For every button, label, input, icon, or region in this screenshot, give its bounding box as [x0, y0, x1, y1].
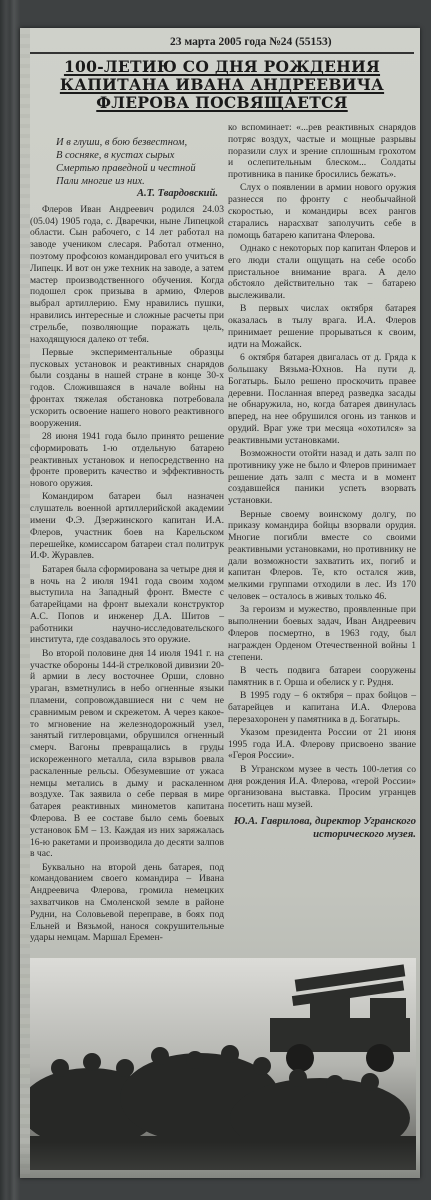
newspaper-clipping	[20, 28, 420, 1178]
epigraph	[56, 136, 224, 188]
paragraph: Буквально на второй день батарея, под командованием своего командира – Ивана Андреевича Флерова, громила немецких захватчиков на Смоленской земле в районе Рудни, на Соловьевой переправе, в боях под Ельней и Вязьмой, нанося сокрушительные удары немцам. Маршал Еремен-	[30, 861, 224, 944]
article-column-right	[228, 122, 416, 842]
paragraph: Верные своему воинскому долгу, по приказу командира бойцы взорвали орудия. Многие погибли вместе со своими реактивными установками, но противнику не дали возможности захватить их, погиб и капитан Флеров. Те, кто остался жив, мелкими группами отходили в лес. Из 170 человек – осталось в живых только 46.	[228, 508, 416, 603]
paragraph: Во второй половине дня 14 июля 1941 г. на участке обороны 144-й стрелковой дивизии 20-й армии в лесу восточнее Орши, словно ураган, взметнулись в небо огненные языки пламени, сопровождавшиеся ни с чем не сравнимым ревом и скрежетом. А через какое-то мгновение на железнодорожный узел, занятый гитлеровцами, обрушился огненный смерч. Вагоны превращались в груды искореженного металла, сила взрывов рвала раскаленные рельсы. Обезумевшие от ужаса немцы метались в дыму и раскаленном воздухе. Так заявила о себе первая в мире батарея реактивных минометов капитана Флерова. В ее составе было семь боевых установок БМ – 13. Каждая из них заряжалась 16-ю ракетами и производила до десяти залпов в час.	[30, 647, 224, 860]
dateline: 23 марта 2005 года №24 (55153)	[170, 36, 332, 48]
paragraph: В первых числах октября батарея оказалась в тылу врага. И.А. Флеров принимает решение прорываться к своим, идти на Можайск.	[228, 303, 416, 350]
historical-photo	[30, 958, 416, 1170]
epigraph-line: Смертью праведной и честной	[56, 163, 196, 174]
headline	[30, 58, 414, 112]
epigraph-line: В сосняке, в кустах сырых	[56, 150, 175, 161]
paragraph: Командиром батареи был назначен слушатель военной артиллерийской академии имени Ф.Э. Дзержинского капитан И.А. Флеров, участник боев на Карельском перешейке, комиссаром батареи стал политрук И.Ф. Журавлев.	[30, 491, 224, 562]
paragraph: Первые экспериментальные образцы пусковых установок и реактивных снарядов были созданы в нашей стране в конце 30-х годов. Сложившаяся в начале войны на фронтах тяжелая обстановка потребовала ускорить освоение нашего нового реактивного вооружения.	[30, 346, 224, 429]
paragraph: 28 июня 1941 года было принято решение сформировать 1-ю отдельную батарею реактивных установок и непосредственно на фронте проверить качество и эффективность нового оружия.	[30, 430, 224, 490]
paragraph: В Угранском музее в честь 100-летия со дня рождения И.А. Флерова, «герой России» организована выставка. Просим угранцев посетить наш музей.	[228, 763, 416, 811]
paragraph: В честь подвига батареи сооружены памятник в г. Орша и обелиск у г. Рудня.	[228, 664, 416, 688]
headline-line-3: ФЛЕРОВА ПОСВЯЩАЕТСЯ	[96, 93, 348, 112]
binding-strip	[20, 28, 30, 1178]
header-rule	[30, 52, 414, 54]
headline-line-1: 100-ЛЕТИЮ СО ДНЯ РОЖДЕНИЯ	[63, 57, 381, 76]
paragraph: ко вспоминает: «...рев реактивных снарядов потряс воздух, частые и мощные разрывы поразили слух и зрение сплошным грохотом и ослепительным блеском... Солдаты противника в панике бросились бежать».	[228, 122, 416, 181]
epigraph-line: Пали многие из них.	[56, 176, 145, 187]
paragraph: Батарея была сформирована за четыре дня и в ночь на 2 июля 1941 года своим ходом выступила на Западный фронт. Вместе с батарейцами на фронт выехали конструктор А.С. Попов и инженер Д.А. Шитов – работники научно-исследовательского института, где создавалось это оружие.	[30, 563, 224, 646]
paragraph: Указом президента России от 21 июня 1995 года И.А. Флерову присвоено звание «Героя России».	[228, 726, 416, 762]
photo-illustration	[30, 958, 416, 1170]
paragraph: Слух о появлении в армии нового оружия разнесся по фронту с необычайной скоростью, и командиры всех рангов старались нарасхват заполучить себе в помощь батарею капитана Флерова.	[228, 182, 416, 241]
epigraph-author: А.Т. Твардовский.	[137, 188, 218, 199]
epigraph-line: И в глуши, в бою безвестном,	[56, 137, 188, 148]
headline-line-2: КАПИТАНА ИВАНА АНДРЕЕВИЧА	[59, 75, 385, 94]
author-signature: Ю.А. Гаврилова, директор Угранского исторического музея.	[233, 814, 416, 840]
article-column-left	[30, 136, 224, 946]
paragraph: Возможности отойти назад и дать залп по противнику уже не было и Флеров принимает решение дать залп с места и в момент создавшейся паники успеть взорвать установки.	[228, 448, 416, 507]
paragraph: За героизм и мужество, проявленные при выполнении боевых задач, Иван Андреевич Флеров посмертно, в 1963 году, был награжден Орденом Отечественной войны 1 степени.	[228, 604, 416, 663]
paragraph: Флеров Иван Андреевич родился 24.03 (05.04) 1905 года, с. Дваречки, ныне Липецкой области. Сын рабочего, с 14 лет работал на заводе учеником слесаря. Работал отменно, поэтому профсоюз командировал его учиться в Липецк. И вот он уже техник на заводе, а затем мастер производственного обучения. Когда подошел срок призыва в армию, Флеров выбрал артиллерию. Ему нравились пушки, нравились интересные и сложные расчеты при стрельбе, позволяющие поражать цель, находящуюся далеко от тебя.	[30, 203, 224, 345]
paragraph: В 1995 году – 6 октября – прах бойцов – батарейцев и капитана И.А. Флерова перезахоронен у памятника в д. Богатырь.	[228, 689, 416, 725]
paragraph: 6 октября батарея двигалась от д. Гряда к большаку Вязьма-Юхнов. На пути д. Богатырь. Было решено проскочить правее деревни. Посланная вперед разведка засады не обнаружила, но, когда батарея двинулась вперед, на нее обрушился огонь из танков и орудий. Враг уже три месяца «охотился» за реактивными установками.	[228, 352, 416, 446]
paper-fold-shadow	[20, 1142, 420, 1178]
paragraph: Однако с некоторых пор капитан Флеров и его люди стали ощущать на себе особо пристальное внимание врага. А дело обстояло действительно так – батарею выслеживали.	[228, 242, 416, 302]
